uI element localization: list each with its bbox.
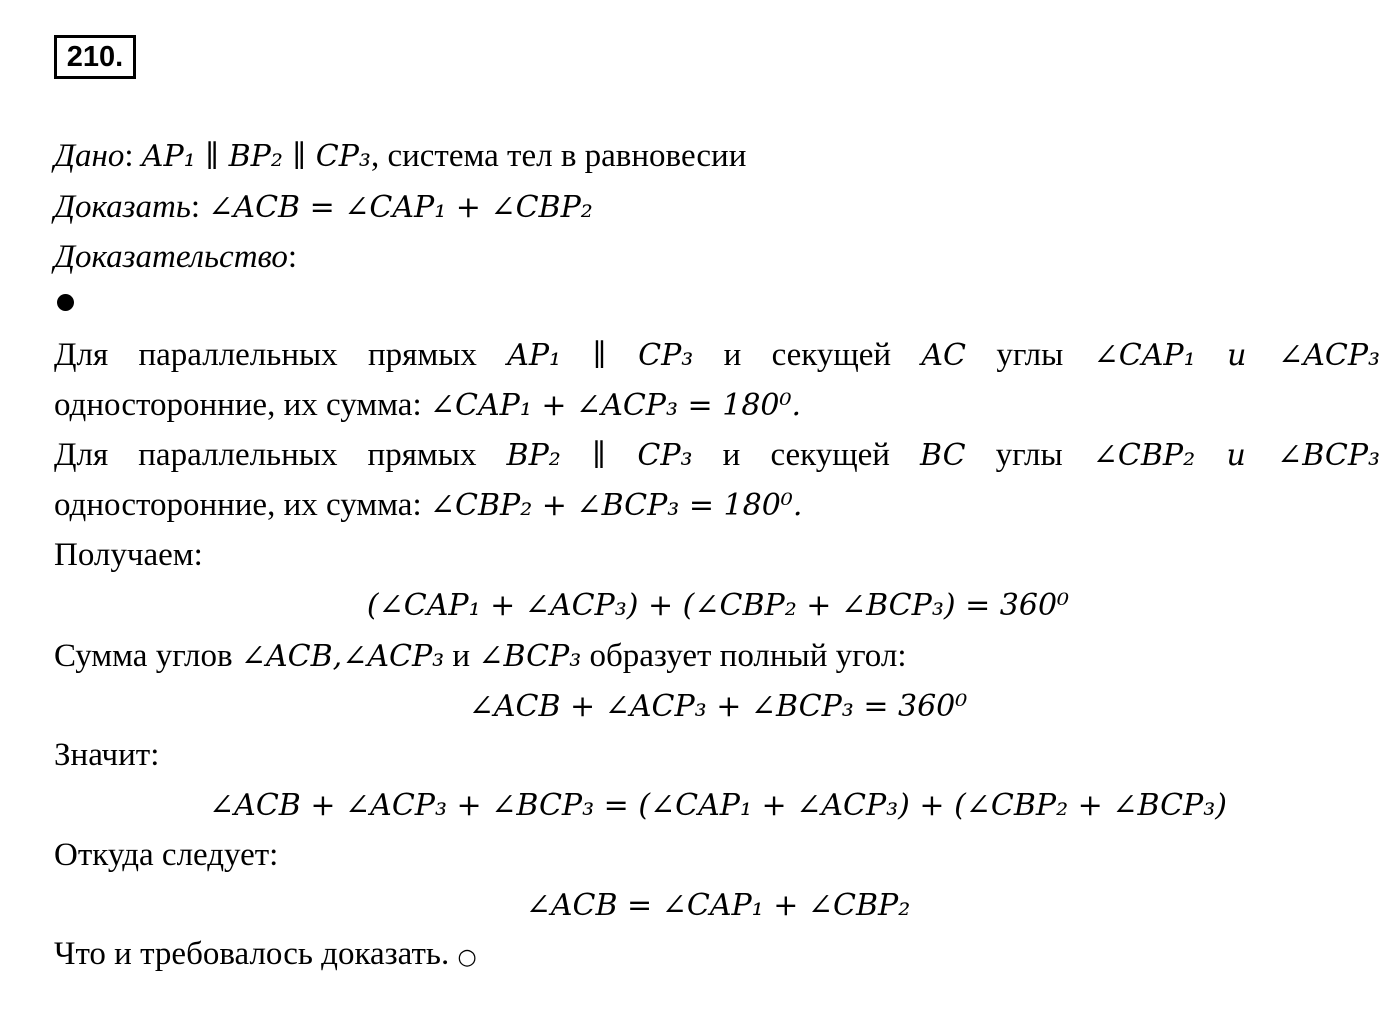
equation-3 (0, 781, 1400, 829)
p1-math: ∠CAP₁ и ∠ACP₃ (1093, 338, 1380, 373)
p1-math: AC (921, 338, 966, 373)
means-line: Значит: (54, 737, 160, 773)
p1-math: AP₁ ∥ CP₃ (507, 338, 694, 373)
proof-label: Доказательство (54, 239, 288, 275)
p2-word: углы (995, 437, 1063, 473)
paragraph1-line1 (54, 331, 1380, 379)
full-angle-text: и (444, 638, 479, 674)
prove-line: Доказать: ∠ACB = ∠CAP₁ + ∠CBP₂ (54, 189, 593, 225)
equation-1 (0, 581, 1400, 629)
p2-math: BP₂ ∥ CP₃ (506, 438, 693, 473)
problem-number: 210. (54, 35, 136, 79)
equation-2-math: ∠ACB + ∠ACP₃ + ∠BCP₃ = 360⁰ (468, 689, 968, 724)
paragraph2-line1 (54, 431, 1380, 479)
p2-word: параллельных (138, 437, 338, 473)
p2-word: секущей (770, 437, 890, 473)
full-angle-math: ∠ACB,∠ACP₃ (240, 639, 445, 674)
p1-sum-math: ∠CAP₁ + ∠ACP₃ = 180⁰. (429, 388, 802, 423)
equation-4-math: ∠ACB = ∠CAP₁ + ∠CBP₂ (525, 888, 911, 923)
p1-word: углы (996, 337, 1064, 373)
proof-label-line: Доказательство: (54, 239, 298, 275)
paragraph2-line2 (54, 481, 802, 529)
p1-word: параллельных (138, 337, 338, 373)
p1-word: Для (54, 337, 109, 373)
full-angle-text: образует полный угол: (581, 638, 907, 674)
p1-word: и (723, 337, 742, 373)
qed-line (54, 930, 477, 978)
p1-text: односторонние, их сумма: (54, 387, 430, 423)
equation-2 (0, 682, 1400, 730)
paragraph1-line2 (54, 381, 801, 429)
qed-text: Что и требовалось доказать. (54, 936, 450, 972)
qed-mark-icon: ○ (457, 945, 477, 970)
prove-math: ∠ACB = ∠CAP₁ + ∠CBP₂ (208, 190, 593, 225)
bullet-icon (57, 294, 74, 311)
p2-word: Для (54, 437, 109, 473)
equation-1-math: (∠CAP₁ + ∠ACP₃) + (∠CBP₂ + ∠BCP₃) = 360⁰ (366, 588, 1070, 623)
given-label: Дано (54, 138, 125, 174)
p2-sum-math: ∠CBP₂ + ∠BCP₃ = 180⁰. (429, 488, 803, 523)
p1-word: прямых (367, 337, 477, 373)
p2-word: прямых (367, 437, 477, 473)
full-angle-math: ∠BCP₃ (478, 639, 582, 674)
p2-math: BC (920, 438, 966, 473)
given-line: Дано: AP₁ ∥ BP₂ ∥ CP₃, система тел в равновесии (54, 138, 747, 174)
prove-label: Доказать (54, 189, 191, 225)
hence-line: Откуда следует: (54, 837, 279, 873)
we-get-line: Получаем: (54, 537, 203, 573)
p2-math: ∠CBP₂ и ∠BCP₃ (1092, 438, 1380, 473)
p1-word: секущей (771, 337, 892, 373)
given-math: AP₁ ∥ BP₂ ∥ CP₃ (141, 139, 371, 174)
p2-text: односторонние, их сумма: (54, 487, 430, 523)
full-angle-line (54, 632, 907, 680)
full-angle-text: Сумма углов (54, 638, 241, 674)
given-text: , система тел в равновесии (370, 138, 747, 174)
equation-3-math: ∠ACB + ∠ACP₃ + ∠BCP₃ = (∠CAP₁ + ∠ACP₃) + (∠CBP₂ + ∠BCP₃) (209, 788, 1227, 823)
equation-4 (0, 881, 1400, 929)
p2-word: и (722, 437, 741, 473)
